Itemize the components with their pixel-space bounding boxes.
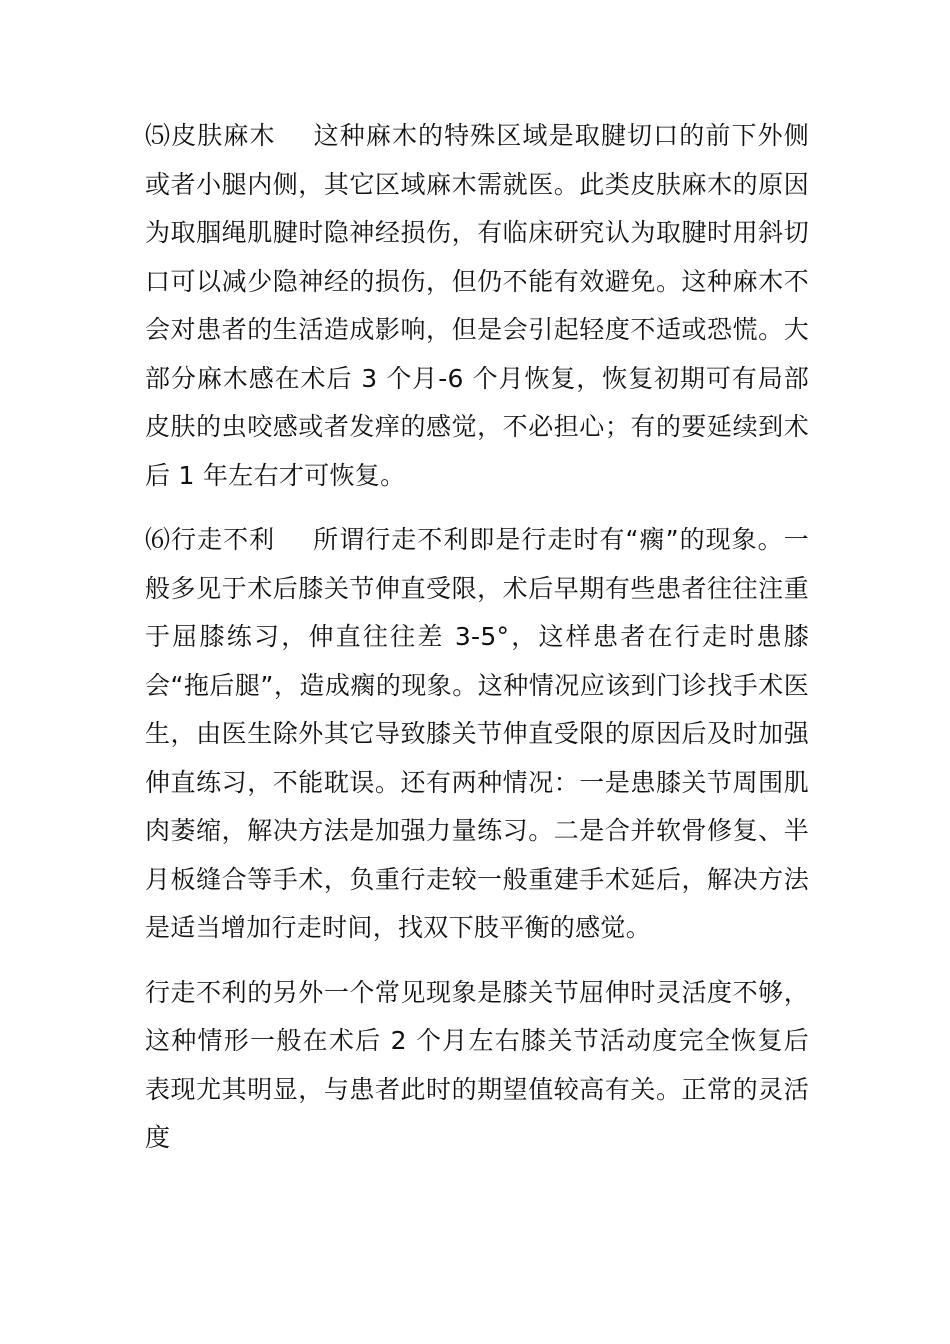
paragraph-text: 这种麻木的特殊区域是取腱切口的前下外侧或者小腿内侧，其它区域麻木需就医。此类皮肤麻木的原因为取腘绳肌腱时隐神经损伤，有临床研究认为取腱时用斜切口可以减少隐神经的损伤，但仍不能有效避免。这种麻木不会对患者的生活造成影响，但是会引起轻度不适或恐慌。大部分麻木感在术后 3 个月-6 个月恢复，恢复初期可有局部皮肤的虫咬感或者发痒的感觉，不必担心；有的要延续到术后 1 年左右才可恢复。	[145, 121, 809, 490]
paragraph-label: ⑹行走不利	[145, 525, 276, 554]
paragraph-flexibility	[145, 969, 809, 1163]
paragraph-text: 所谓行走不利即是行走时有“瘸”的现象。一般多见于术后膝关节伸直受限，术后早期有些患者往往注重于屈膝练习，伸直往往差 3-5°，这样患者在行走时患膝会“拖后腿”，造成瘸的现象。这种情况应该到门诊找手术医生，由医生除外其它导致膝关节伸直受限的原因后及时加强伸直练习，不能耽误。还有两种情况：一是患膝关节周围肌肉萎缩，解决方法是加强力量练习。二是合并软骨修复、半月板缝合等手术，负重行走较一般重建手术延后，解决方法是适当增加行走时间，找双下肢平衡的感觉。	[145, 525, 809, 942]
paragraph-label: ⑸皮肤麻木	[145, 121, 276, 150]
document-body	[145, 112, 809, 1179]
paragraph-skin-numbness	[145, 112, 809, 500]
paragraph-text: 行走不利的另外一个常见现象是膝关节屈伸时灵活度不够，这种情形一般在术后 2 个月左右膝关节活动度完全恢复后表现尤其明显，与患者此时的期望值较高有关。正常的灵活度	[145, 977, 809, 1152]
paragraph-walking-difficulty	[145, 516, 809, 953]
